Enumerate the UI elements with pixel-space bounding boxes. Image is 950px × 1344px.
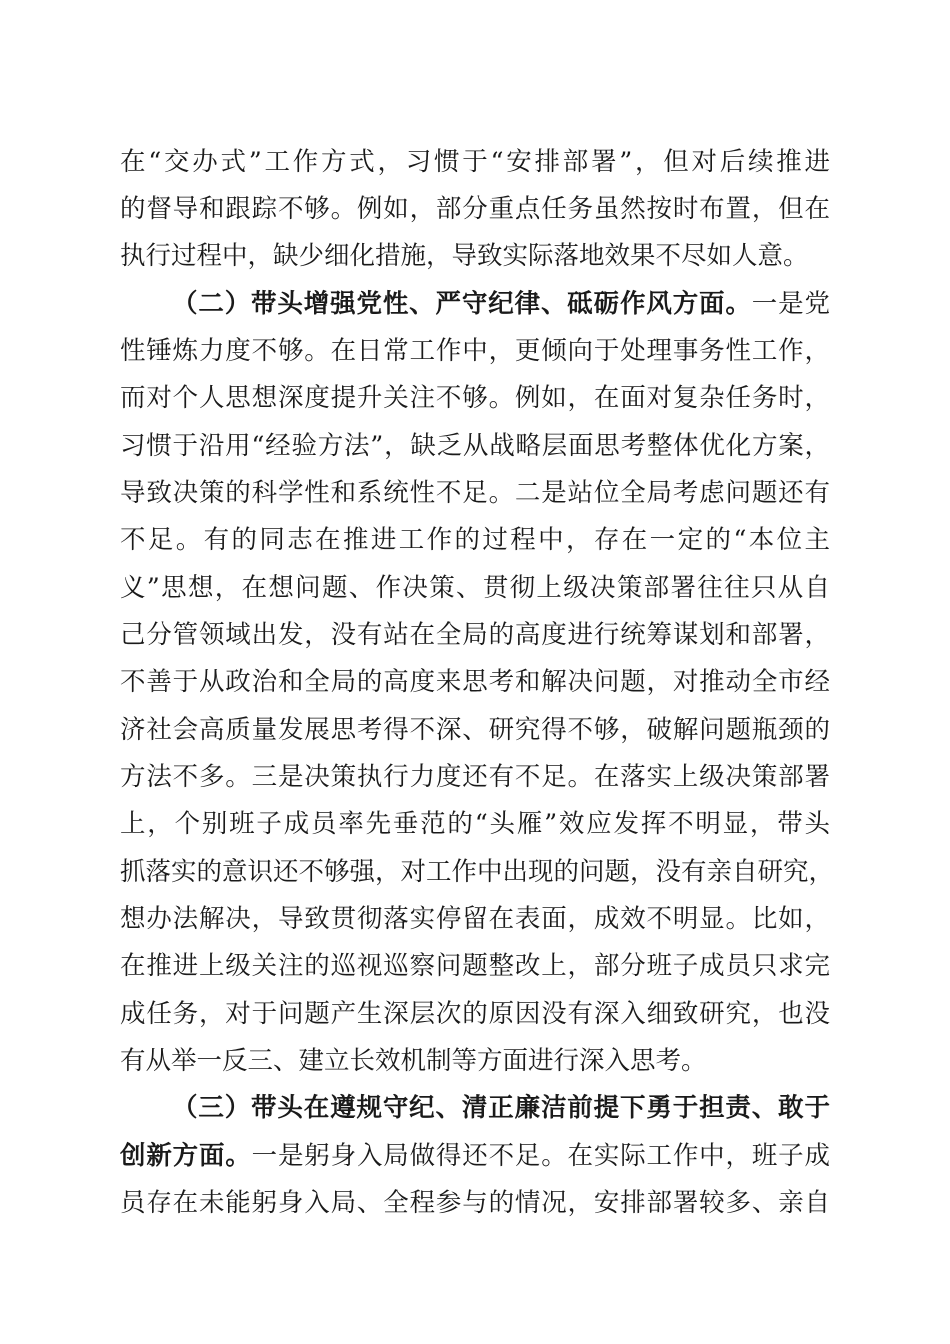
text-line: 的督导和跟踪不够。例如，部分重点任务虽然按时布置，但在 xyxy=(120,194,830,224)
text-line: 不善于从政治和全局的高度来思考和解决问题，对推动全市经 xyxy=(120,667,830,697)
text-line: 己分管领域出发，没有站在全局的高度进行统筹谋划和部署， xyxy=(120,620,830,650)
text-line: 在“交办式”工作方式，习惯于“安排部署”，但对后续推进 xyxy=(120,147,830,177)
text-line: 性锤炼力度不够。在日常工作中，更倾向于处理事务性工作， xyxy=(120,336,830,366)
text-line: 济社会高质量发展思考得不深、研究得不够，破解问题瓶颈的 xyxy=(120,715,830,745)
text-line: 上，个别班子成员率先垂范的“头雁”效应发挥不明显，带头 xyxy=(120,809,830,839)
text-line: 成任务，对于问题产生深层次的原因没有深入细致研究，也没 xyxy=(120,999,830,1029)
text-line: 抓落实的意识还不够强，对工作中出现的问题，没有亲自研究， xyxy=(120,857,835,887)
text-line: 习惯于沿用“经验方法”，缺乏从战略层面思考整体优化方案， xyxy=(120,431,830,461)
text-line xyxy=(120,1133,830,1179)
section-heading-3-cont: 创新方面。 xyxy=(120,1141,252,1171)
text-line: 义”思想，在想问题、作决策、贯彻上级决策部署往往只从自 xyxy=(120,573,830,603)
section-heading-2: （二）带头增强党性、严守纪律、砥砺作风方面。 xyxy=(172,289,752,319)
text-line: 而对个人思想深度提升关注不够。例如，在面对复杂任务时， xyxy=(120,383,830,413)
text-line: 在推进上级关注的巡视巡察问题整改上，部分班子成员只求完 xyxy=(120,951,830,981)
text-run: 一是躬身入局做得还不足。在实际工作中，班子成 xyxy=(251,1141,830,1171)
section-heading-line xyxy=(172,281,830,327)
section-heading-3: （三）带头在遵规守纪、清正廉洁前提下勇于担责、敢于 xyxy=(172,1093,830,1123)
text-line: 想办法解决，导致贯彻落实停留在表面，成效不明显。比如， xyxy=(120,904,830,934)
text-line: 有从举一反三、建立长效机制等方面进行深入思考。 xyxy=(120,1046,707,1076)
text-line: 导致决策的科学性和系统性不足。二是站位全局考虑问题还有 xyxy=(120,478,830,508)
text-line: 方法不多。三是决策执行力度还有不足。在落实上级决策部署 xyxy=(120,762,830,792)
text-line: 执行过程中，缺少细化措施，导致实际落地效果不尽如人意。 xyxy=(120,241,809,271)
text-line: 不足。有的同志在推进工作的过程中，存在一定的“本位主 xyxy=(120,525,830,555)
text-run: 一是党 xyxy=(751,289,830,319)
text-line: 员存在未能躬身入局、全程参与的情况，安排部署较多、亲自 xyxy=(120,1188,830,1218)
